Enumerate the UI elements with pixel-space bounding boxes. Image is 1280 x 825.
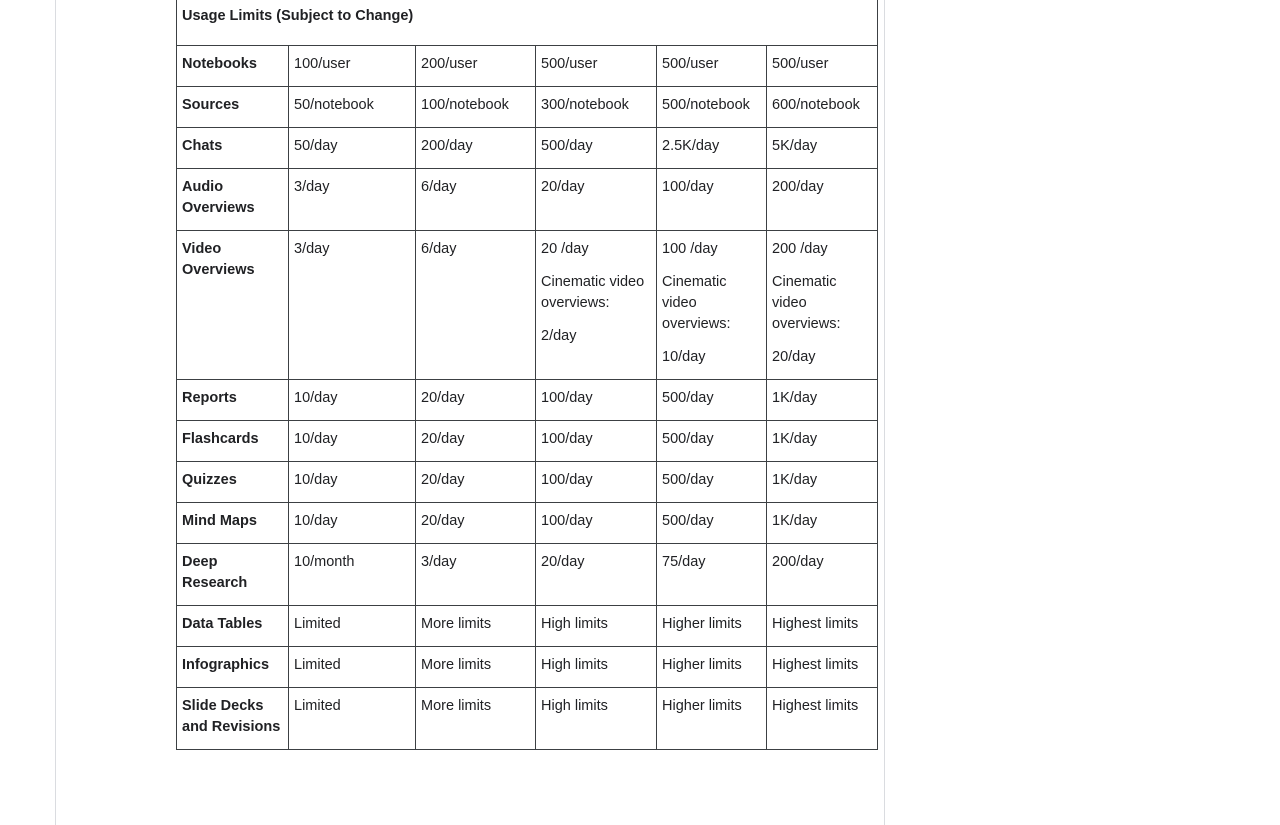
limit-value: Limited xyxy=(294,616,341,632)
feature-name-cell: Deep Research xyxy=(177,544,289,606)
limit-value: 6/day xyxy=(421,241,457,257)
table-row xyxy=(177,462,878,503)
limit-value: 500/notebook xyxy=(662,97,750,113)
limit-cell xyxy=(289,462,416,503)
limit-cell xyxy=(657,462,767,503)
table-row xyxy=(177,87,878,128)
limit-value: 2.5K/day xyxy=(662,138,720,154)
limit-cell xyxy=(416,231,536,380)
table-row xyxy=(177,169,878,231)
limit-cell xyxy=(536,169,657,231)
limit-cell xyxy=(657,503,767,544)
limit-cell xyxy=(289,421,416,462)
limit-cell xyxy=(416,544,536,606)
limit-value: 10/day xyxy=(294,390,338,406)
limit-cell xyxy=(289,46,416,87)
limit-cell xyxy=(416,462,536,503)
limit-value: 50/day xyxy=(294,138,338,154)
limit-cell xyxy=(289,87,416,128)
limit-cell xyxy=(657,380,767,421)
limit-cell xyxy=(657,421,767,462)
table-row xyxy=(177,647,878,688)
table-row xyxy=(177,688,878,750)
limit-value: 10/day xyxy=(294,472,338,488)
limit-value: 100/day xyxy=(541,431,593,447)
limit-cell xyxy=(657,46,767,87)
limit-cell xyxy=(536,544,657,606)
limit-cell xyxy=(536,462,657,503)
limit-cell xyxy=(767,688,878,750)
table-row xyxy=(177,380,878,421)
limit-value: High limits xyxy=(541,616,608,632)
limit-cell xyxy=(657,231,767,380)
limit-value: 6/day xyxy=(421,179,457,195)
limit-value: 200/day xyxy=(772,554,824,570)
limit-value: 3/day xyxy=(294,179,330,195)
feature-name-cell: Notebooks xyxy=(177,46,289,87)
limit-value: 2/day xyxy=(541,328,577,344)
limit-value: 10/month xyxy=(294,554,355,570)
section-title: Usage Limits (Subject to Change) xyxy=(177,0,878,46)
limit-cell xyxy=(289,688,416,750)
table-body xyxy=(177,0,878,750)
limit-cell xyxy=(536,380,657,421)
table-row xyxy=(177,544,878,606)
limit-cell xyxy=(657,544,767,606)
limit-value: Cinematic video overviews: xyxy=(541,274,645,311)
limit-value: More limits xyxy=(421,657,492,673)
limit-cell xyxy=(289,231,416,380)
limit-value: 20/day xyxy=(541,179,585,195)
limit-cell xyxy=(657,688,767,750)
limit-cell xyxy=(416,688,536,750)
limit-value: Cinematic video overviews: xyxy=(662,274,731,332)
usage-limits-table-wrap xyxy=(176,0,878,750)
limit-cell xyxy=(289,380,416,421)
limit-cell xyxy=(767,462,878,503)
limit-value: Cinematic video overviews: xyxy=(772,274,841,332)
limit-value: 3/day xyxy=(294,241,330,257)
limit-cell xyxy=(536,128,657,169)
table-row xyxy=(177,46,878,87)
limit-cell xyxy=(536,231,657,380)
limit-value: 500/day xyxy=(541,138,593,154)
limit-value: 100/day xyxy=(541,472,593,488)
limit-cell xyxy=(767,231,878,380)
limit-cell xyxy=(767,503,878,544)
limit-cell xyxy=(416,503,536,544)
limit-value: 20/day xyxy=(421,513,465,529)
limit-value: 50/notebook xyxy=(294,97,374,113)
limit-value: 10/day xyxy=(662,349,706,365)
limit-value: More limits xyxy=(421,616,492,632)
limit-cell xyxy=(767,128,878,169)
limit-value: 20 /day xyxy=(541,241,589,257)
limit-value: 200/day xyxy=(772,179,824,195)
limit-value: 75/day xyxy=(662,554,706,570)
feature-name-cell: Reports xyxy=(177,380,289,421)
limit-cell xyxy=(657,169,767,231)
limit-cell xyxy=(767,544,878,606)
limit-value: 3/day xyxy=(421,554,457,570)
limit-value: Highest limits xyxy=(772,657,859,673)
limit-cell xyxy=(767,421,878,462)
limit-value: 200 /day xyxy=(772,241,828,257)
limit-cell xyxy=(289,169,416,231)
limit-cell xyxy=(657,128,767,169)
limit-cell xyxy=(416,87,536,128)
feature-name-cell: Mind Maps xyxy=(177,503,289,544)
limit-value: 500/user xyxy=(772,56,829,72)
limit-cell xyxy=(416,380,536,421)
limit-value: High limits xyxy=(541,698,608,714)
feature-name-cell: Infographics xyxy=(177,647,289,688)
content-frame xyxy=(55,0,885,825)
limit-value: Highest limits xyxy=(772,616,859,632)
limit-value: Higher limits xyxy=(662,698,742,714)
feature-name-cell: Audio Overviews xyxy=(177,169,289,231)
limit-value: 500/day xyxy=(662,513,714,529)
limit-cell xyxy=(536,46,657,87)
table-row xyxy=(177,503,878,544)
section-header-row xyxy=(177,0,878,46)
limit-value: 1K/day xyxy=(772,472,818,488)
limit-value: 300/notebook xyxy=(541,97,629,113)
table-row xyxy=(177,231,878,380)
table-row xyxy=(177,128,878,169)
limit-value: 10/day xyxy=(294,513,338,529)
feature-name-cell: Sources xyxy=(177,87,289,128)
limit-cell xyxy=(767,380,878,421)
limit-cell xyxy=(289,606,416,647)
limit-value: High limits xyxy=(541,657,608,673)
limit-value: 100/day xyxy=(541,513,593,529)
limit-value: 500/user xyxy=(662,56,719,72)
limit-cell xyxy=(657,87,767,128)
limit-cell xyxy=(416,421,536,462)
limit-value: 20/day xyxy=(541,554,585,570)
feature-name-cell: Slide Decks and Revisions xyxy=(177,688,289,750)
usage-limits-table xyxy=(176,0,878,750)
limit-value: Higher limits xyxy=(662,657,742,673)
feature-name-cell: Flashcards xyxy=(177,421,289,462)
table-row xyxy=(177,421,878,462)
limit-cell xyxy=(289,128,416,169)
feature-name-cell: Data Tables xyxy=(177,606,289,647)
limit-value: 100/user xyxy=(294,56,351,72)
limit-value: Higher limits xyxy=(662,616,742,632)
limit-cell xyxy=(416,647,536,688)
limit-value: Limited xyxy=(294,657,341,673)
limit-value: 10/day xyxy=(294,431,338,447)
limit-cell xyxy=(536,87,657,128)
limit-value: 1K/day xyxy=(772,431,818,447)
limit-cell xyxy=(416,46,536,87)
limit-value: 600/notebook xyxy=(772,97,860,113)
limit-cell xyxy=(416,169,536,231)
limit-value: 20/day xyxy=(421,390,465,406)
limit-value: 200/day xyxy=(421,138,473,154)
feature-name-cell: Quizzes xyxy=(177,462,289,503)
limit-cell xyxy=(536,647,657,688)
limit-value: 20/day xyxy=(421,431,465,447)
limit-value: 500/day xyxy=(662,472,714,488)
limit-cell xyxy=(536,503,657,544)
limit-value: 1K/day xyxy=(772,390,818,406)
limit-value: 5K/day xyxy=(772,138,818,154)
limit-value: 20/day xyxy=(421,472,465,488)
limit-value: 500/user xyxy=(541,56,598,72)
limit-cell xyxy=(536,688,657,750)
limit-value: 100 /day xyxy=(662,241,718,257)
limit-value: 100/notebook xyxy=(421,97,509,113)
limit-value: More limits xyxy=(421,698,492,714)
limit-value: Limited xyxy=(294,698,341,714)
limit-cell xyxy=(289,544,416,606)
limit-cell xyxy=(536,421,657,462)
limit-value: 20/day xyxy=(772,349,816,365)
feature-name-cell: Video Overviews xyxy=(177,231,289,380)
limit-value: 1K/day xyxy=(772,513,818,529)
limit-cell xyxy=(416,128,536,169)
limit-cell xyxy=(657,606,767,647)
feature-name-cell: Chats xyxy=(177,128,289,169)
limit-cell xyxy=(657,647,767,688)
limit-cell xyxy=(767,606,878,647)
limit-cell xyxy=(767,647,878,688)
limit-cell xyxy=(767,46,878,87)
limit-value: 200/user xyxy=(421,56,478,72)
limit-cell xyxy=(767,169,878,231)
limit-cell xyxy=(416,606,536,647)
table-row xyxy=(177,606,878,647)
limit-value: 500/day xyxy=(662,431,714,447)
limit-value: 100/day xyxy=(662,179,714,195)
limit-cell xyxy=(536,606,657,647)
limit-value: 100/day xyxy=(541,390,593,406)
limit-value: Highest limits xyxy=(772,698,859,714)
limit-cell xyxy=(767,87,878,128)
limit-value: 500/day xyxy=(662,390,714,406)
limit-cell xyxy=(289,503,416,544)
limit-cell xyxy=(289,647,416,688)
